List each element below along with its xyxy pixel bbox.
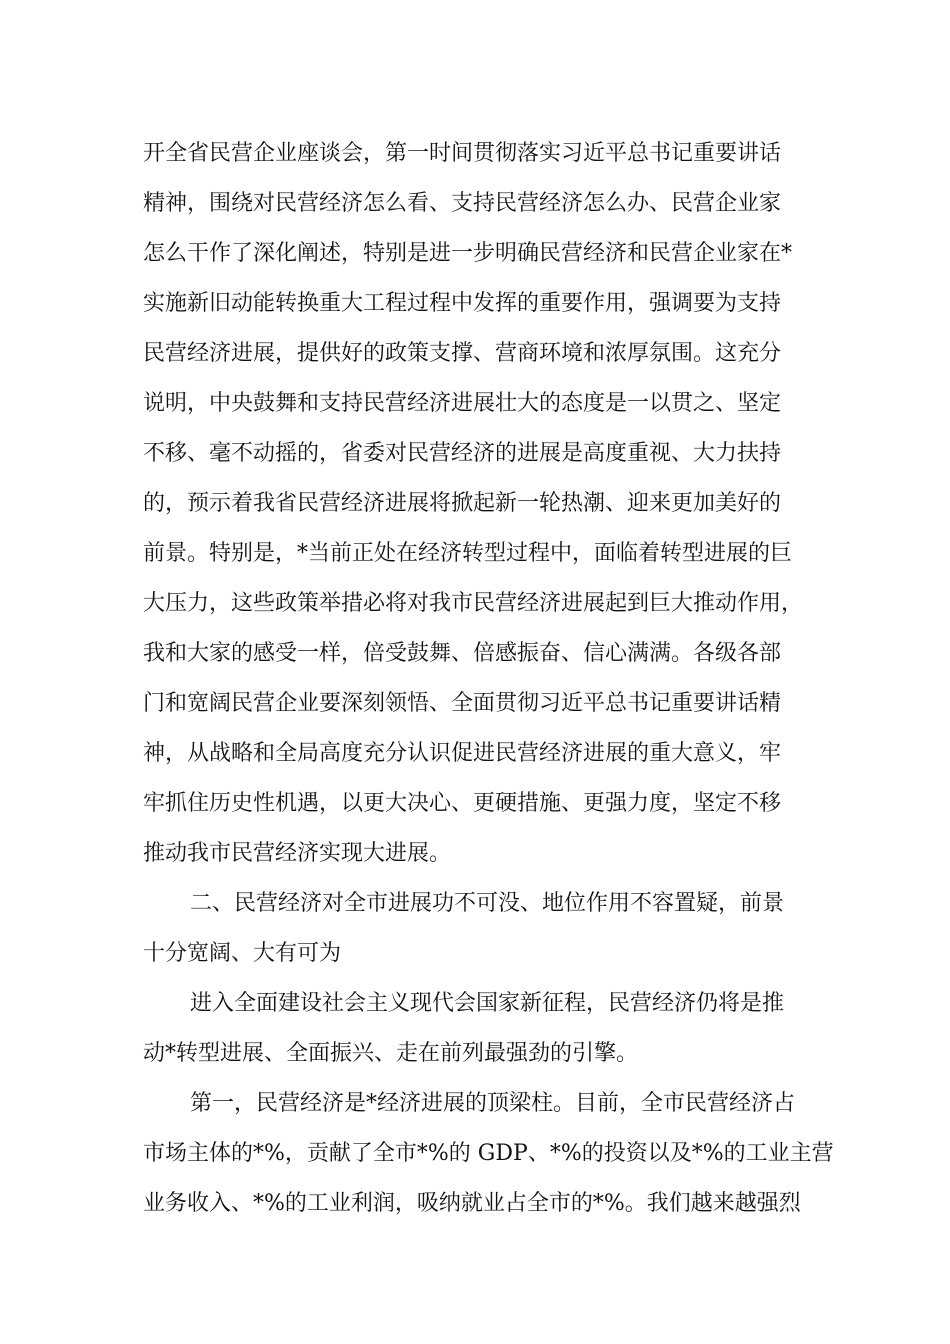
- text-line-14: 牢抓住历史性机遇，以更大决心、更硬措施、更强力度，坚定不移: [143, 791, 782, 816]
- text-line-10: 大压力，这些政策举措必将对我市民营经济进展起到巨大推动作用，: [143, 591, 804, 616]
- section-heading-line-2: 十分宽阔、大有可为: [143, 941, 342, 966]
- text-line-19: 动*转型进展、全面振兴、走在前列最强劲的引擎。: [143, 1041, 639, 1066]
- text-line-1: 开全省民营企业座谈会，第一时间贯彻落实习近平总书记重要讲话: [143, 141, 782, 166]
- text-line-21: 市场主体的*%，贡献了全市*%的 GDP、*%的投资以及*%的工业主营: [143, 1141, 834, 1166]
- text-line-5: 民营经济进展，提供好的政策支撑、营商环境和浓厚氛围。这充分: [143, 341, 782, 366]
- text-line-9: 前景。特别是，*当前正处在经济转型过程中，面临着转型进展的巨: [143, 541, 793, 566]
- text-line-15: 推动我市民营经济实现大进展。: [143, 841, 452, 866]
- text-line-4: 实施新旧动能转换重大工程过程中发挥的重要作用，强调要为支持: [143, 291, 782, 316]
- text-line-7: 不移、毫不动摇的，省委对民营经济的进展是高度重视、大力扶持: [143, 441, 782, 466]
- text-line-2: 精神，围绕对民营经济怎么看、支持民营经济怎么办、民营企业家: [143, 191, 782, 216]
- text-line-6: 说明，中央鼓舞和支持民营经济进展壮大的态度是一以贯之、坚定: [143, 391, 782, 416]
- text-line-3: 怎么干作了深化阐述，特别是进一步明确民营经济和民营企业家在*: [143, 241, 793, 266]
- text-line-12: 门和宽阔民营企业要深刻领悟、全面贯彻习近平总书记重要讲话精: [143, 691, 782, 716]
- text-line-22: 业务收入、*%的工业利润，吸纳就业占全市的*%。我们越来越强烈: [143, 1191, 801, 1216]
- text-line-18: 进入全面建设社会主义现代会国家新征程，民营经济仍将是推: [190, 991, 785, 1016]
- text-line-13: 神，从战略和全局高度充分认识促进民营经济进展的重大意义，牢: [143, 741, 782, 766]
- text-line-11: 我和大家的感受一样，倍受鼓舞、倍感振奋、信心满满。各级各部: [143, 641, 782, 666]
- text-line-20: 第一，民营经济是*经济进展的顶梁柱。目前，全市民营经济占: [190, 1091, 796, 1116]
- section-heading-line-1: 二、民营经济对全市进展功不可没、地位作用不容置疑，前景: [190, 891, 785, 916]
- text-line-8: 的，预示着我省民营经济进展将掀起新一轮热潮、迎来更加美好的: [143, 491, 782, 516]
